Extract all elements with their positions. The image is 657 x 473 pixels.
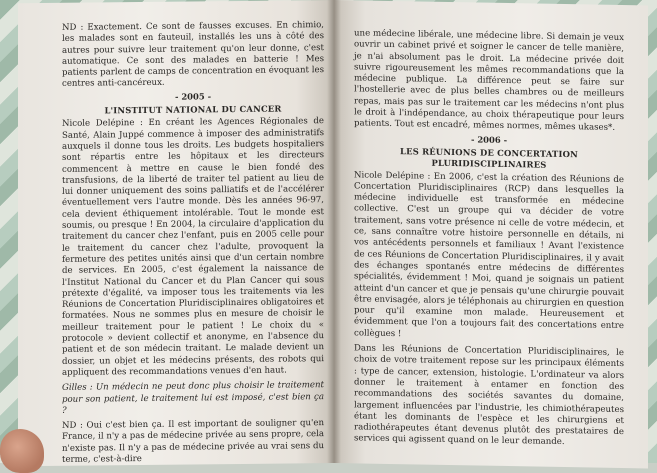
right-paragraph-3: Dans les Réunions de Concertation Pluridisciplinaires, le choix de votre traitement repose sur les principaux éléments : type de cancer, extension, histologie. L'ordinateur va alors donner le traitement à entamer en fonction des recommandations des sociétés savantes du domaine, largement influencées par l'industrie, les chimiothérapeutes étant les dominants de l'espèce et les chirurgiens et radiothérapeutes étant devenus plutôt des prestataires de services qui agissent quand on le leur demande. — [354, 343, 624, 448]
right-paragraph-2: Nicole Delépine : En 2006, c'est la création des Réunions de Concertation Pluridisciplinaires (RCP) dans lesquelles la médecine individuelle est transformée en médecine collective. C'est un groupe qui va décider de votre traitement, sans votre présence ni celle de votre médecin, et ce, sans connaître votre histoire personnelle en détails, ni vos antécédents personnels et familiaux ! Avant l'existence de ces Réunions de Concertation Pluridisciplinaires, il y avait des échanges spontanés entre médecins de différentes spécialités, évidemment ! Moi, quand je soignais un patient atteint d'un cancer et que je pensais qu'une chirurgie pouvait être envisagée, alors je téléphonais au chirurgien en question pour qu'il examine mon malade. Heureusement et évidemment que l'on a toujours fait des concertations entre collègues ! — [354, 169, 624, 339]
right-year: - 2006 - — [470, 134, 508, 145]
left-page-text — [62, 20, 324, 466]
left-paragraph-3: Gilles : Un médecin ne peut donc plus choisir le traitement pour son patient, le traitement lui est imposé, c'est bien ça ? — [62, 380, 324, 416]
left-paragraph-1: ND : Exactement. Ce sont de fausses excuses. En chimio, les malades sont en fauteuil, installés les uns à côté des autres pour suivre leur traitement qu'on leur donne, c'est automatique. Ce sont des malades en batterie ! Mes patients parlent de camps de concentration en évoquant les centres anti-cancéreux. — [62, 20, 324, 90]
right-paragraph-1: une médecine libérale, une médecine libre. Si demain je veux ouvrir un cabinet privé et soigner le cancer de telle manière, je n'ai absolument pas le droit. La médecine privée doit suivre rigoureusement les mêmes recommandations que la médecine publique. La différence peut se faire sur l'hostellerie avec de plus belles chambres ou de meilleurs repas, mais pas sur le traitement car les médecins n'ont plus le droit à l'indépendance, au choix thérapeutique pour leurs patients. Tout est encadré, mêmes normes, mêmes ukases*. — [354, 28, 624, 134]
left-year: - 2005 - — [174, 91, 212, 102]
book-spine — [327, 0, 341, 463]
left-page — [18, 0, 334, 466]
thumb — [0, 429, 44, 473]
right-section-heading: LES RÉUNIONS DE CONCERTATION PLURIDISCIPLINAIRES — [400, 146, 578, 170]
right-page — [334, 0, 648, 468]
left-paragraph-2: Nicole Delépine : En créant les Agences Régionales de Santé, Alain Juppé commence à imposer des administratifs auxquels il donne tous les droits. Les budgets hospitaliers sont répartis entre les hôpitaux et les directeurs commencent à mettre en cause le bien fondé des transfusions, de la liberté de traiter tel patient au lieu de lui donner uniquement des soins palliatifs et de l'accélérer éventuellement vers l'autre monde. Dès les années 96-97, cela devient éthiquement intolérable. Tout le monde est soumis, ou presque ! En 2004, la circulaire d'application du traitement du cancer chez l'enfant, puis en 2005 celle pour le traitement du cancer chez l'adulte, provoquent la fermeture des petites unités ainsi que d'un certain nombre de services. En 2005, c'est également la naissance de l'Institut National du Cancer et du Plan Cancer qui sous prétexte d'égalité, va imposer tous les traitements via les Réunions de Concertation Pluridisciplinaires obligatoires et formatées. Nous ne sommes plus en mesure de choisir le meilleur traitement pour le patient ! Le choix du « protocole » devient collectif et anonyme, en l'absence du patient et de son médecin traitant. Le malade devient un dossier, un objet et les médecins présents, des robots qui appliquent des recommandations venues d'en haut. — [62, 116, 324, 378]
left-paragraph-4: ND : Oui c'est bien ça. Il est important de souligner qu'en France, il n'y a pas de médecine privée au sens propre, cela n'existe pas. Il n'y a pas de médecine privée au vrai sens du terme, c'est-à-dire — [62, 418, 324, 465]
right-page-text — [354, 28, 624, 450]
left-section-heading: L'INSTITUT NATIONAL DU CANCER — [104, 103, 282, 116]
open-book — [18, 0, 648, 463]
